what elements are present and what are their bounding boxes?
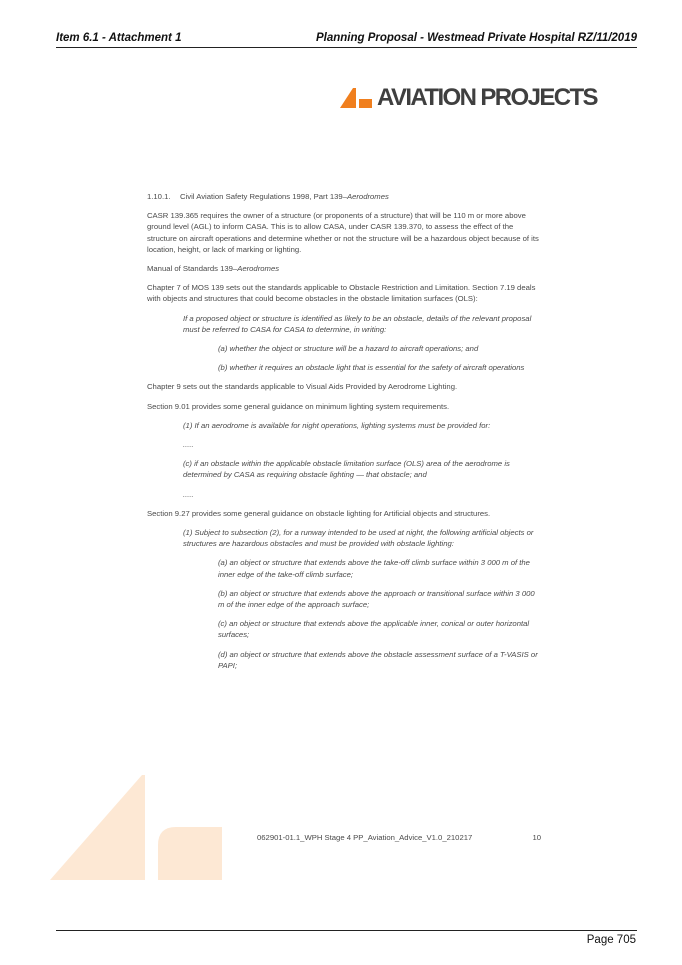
quote-9-27-item-b: (b) an object or structure that extends above the approach or transitional surface within 3 000 m of the inner edge of the approach surface; (218, 588, 535, 610)
quote-9-27-item-d: (d) an object or structure that extends above the obstacle assessment surface of a T-VASIS or PAPI; (218, 649, 538, 670)
logo-mark-icon (340, 88, 374, 108)
chapter-9-paragraph: Chapter 9 sets out the standards applicable to Visual Aids Provided by Aerodrome Lighting. (147, 382, 458, 392)
quote-9-01-item-c: (c) if an obstacle within the applicable obstacle limitation surface (OLS) area of the aerodrome is determined by CASA as requiring obstacle lighting — that obstacle; and (183, 459, 510, 480)
quote-9-27-item-a: (a) an object or structure that extends above the take-off climb surface within 3 000 m of the inner edge of the take-off climb surface; (218, 558, 530, 579)
document-body (147, 191, 543, 679)
quote-9-27-item-1: (1) Subject to subsection (2), for a runway intended to be used at night, the following artificial objects or structures are hazardous obstacles and must be provided with obstacle lighting: (183, 528, 534, 549)
footer-divider (56, 930, 637, 931)
document-reference: 062901-01.1_WPH Stage 4 PP_Aviation_Advice_V1.0_210217 (257, 833, 473, 842)
ellipsis: ..... (183, 489, 194, 499)
section-9-01-paragraph: Section 9.01 provides some general guidance on minimum lighting system requirements. (147, 401, 450, 411)
page-header (56, 31, 637, 48)
agenda-page-number: Page 705 (586, 934, 636, 946)
logo-watermark-icon (50, 775, 230, 885)
header-attachment-label: Item 6.1 - Attachment 1 (56, 32, 182, 44)
chapter-7-paragraph: Chapter 7 of MOS 139 sets out the standards applicable to Obstacle Restriction and Limitation. Section 7.19 deals with objects and structures that could become obstacles in the obstacle limitation surfaces (OLS): (147, 283, 536, 304)
section-title: Civil Aviation Safety Regulations 1998, Part 139– (180, 192, 347, 201)
logo-wordmark: AVIATION PROJECTS (377, 84, 597, 111)
quote-item-b: (b) whether it requires an obstacle light that is essential for the safety of aircraft operations (218, 363, 525, 373)
document-page-number: 10 (532, 833, 541, 842)
quote-obstacle-referral: If a proposed object or structure is identified as likely to be an obstacle, details of the relevant proposal must be referred to CASA for CASA to determine, in writing: (183, 313, 532, 334)
ellipsis: ..... (183, 440, 194, 450)
casr-paragraph: CASR 139.365 requires the owner of a structure (or proponents of a structure) that will be 110 m or more above ground level (AGL) to inform CASA. This is to allow CASA, under CASR 139.370, to assess the effect of the structure on aircraft operations and determine whether or not the structure will be a hazardous object because of its location, height, or lack of marking or lighting. (147, 211, 539, 254)
section-number: 1.10.1. (147, 192, 171, 201)
section-9-27-paragraph: Section 9.27 provides some general guidance on obstacle lighting for Artificial objects and structures. (147, 508, 491, 518)
quote-9-27-item-c: (c) an object or structure that extends above the applicable inner, conical or outer horizontal surfaces; (218, 619, 530, 640)
header-proposal-title: Planning Proposal - Westmead Private Hospital RZ/11/2019 (315, 32, 637, 44)
quote-item-a: (a) whether the object or structure will be a hazard to aircraft operations; and (218, 344, 479, 354)
quote-9-01-item-1: (1) If an aerodrome is available for night operations, lighting systems must be provided for: (183, 420, 491, 430)
section-title-italic: Aerodromes (346, 192, 389, 201)
mos-subheading: Manual of Standards 139–Aerodromes (147, 264, 280, 274)
section-heading (147, 191, 543, 202)
